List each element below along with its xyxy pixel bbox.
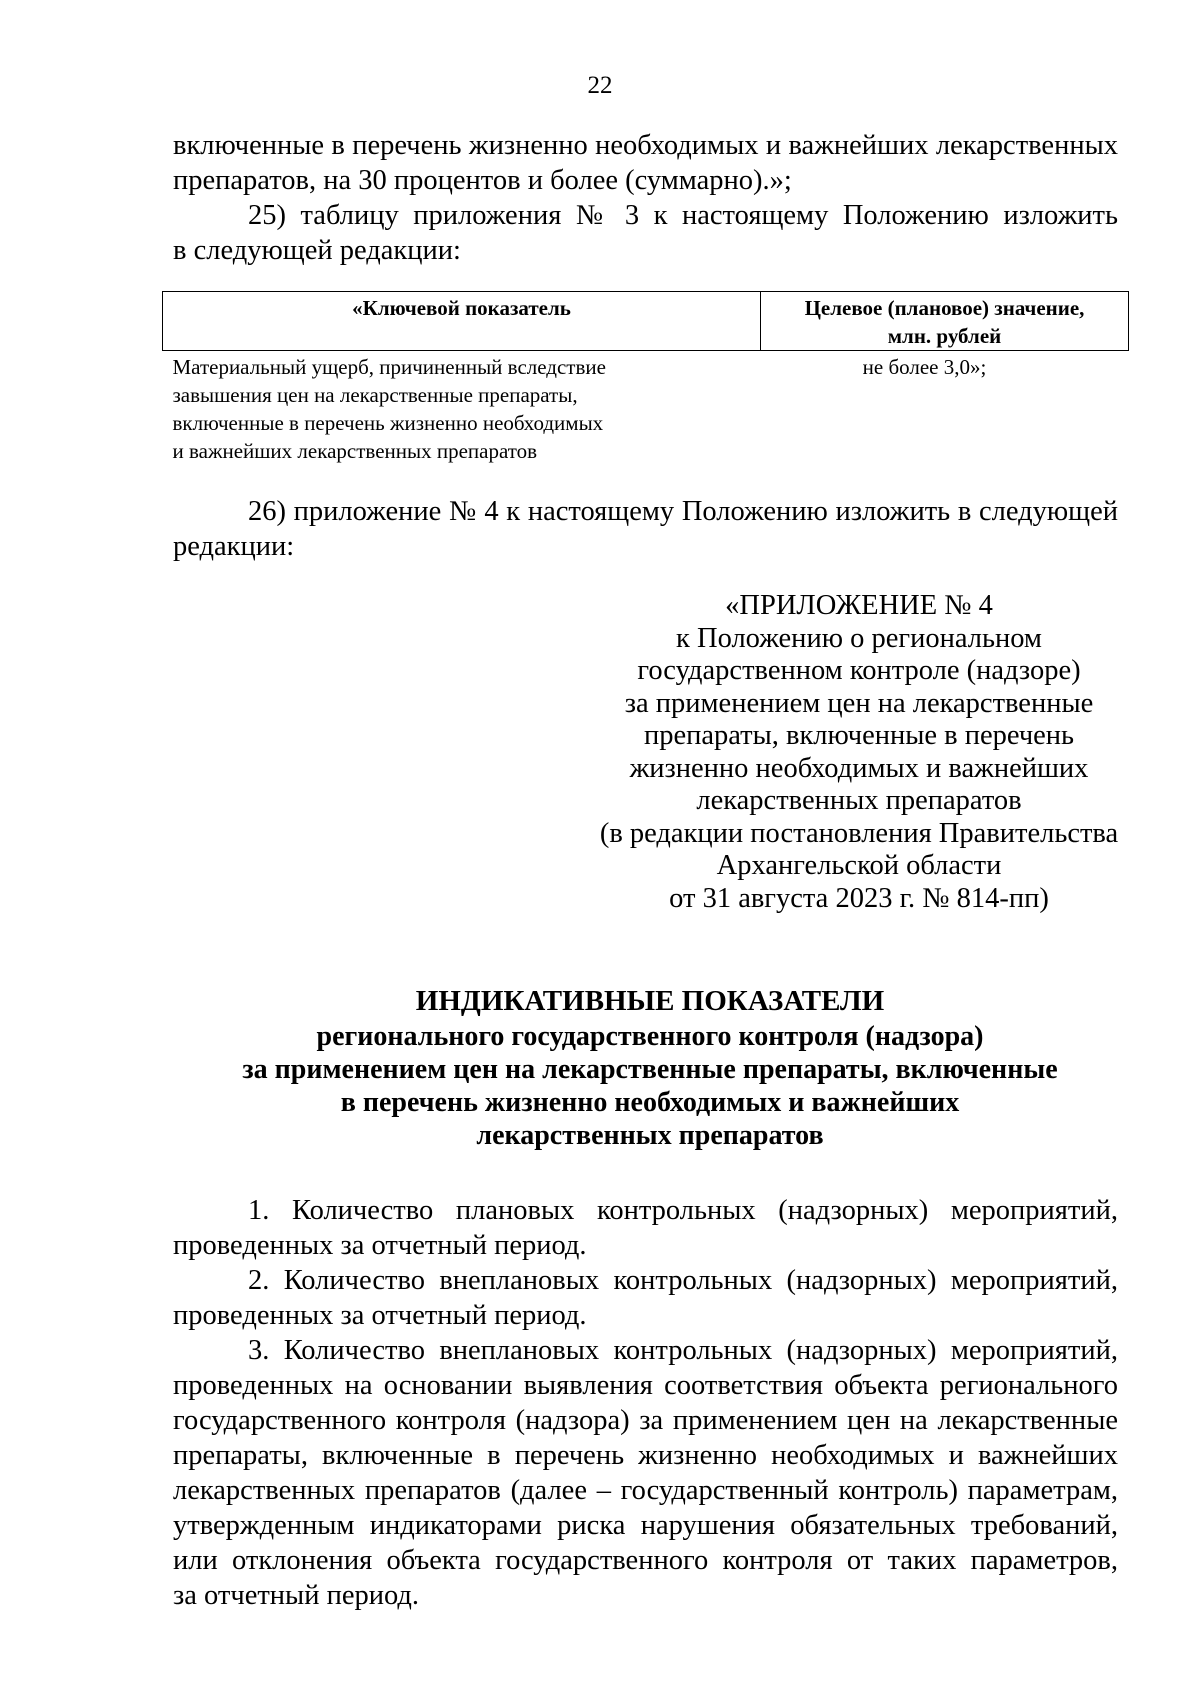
item-26-paragraph [173, 494, 1118, 564]
indicator-2-paragraph [173, 1263, 1118, 1333]
indicator-2-line-2: проведенных за отчетный период. [173, 1300, 587, 1331]
table-header-target-value [761, 292, 1129, 351]
indicator-3-line-4: препараты, включенные в перечень жизненно необходимых и важнейших [173, 1440, 1118, 1471]
table-header-target-line-1: Целевое (плановое) значение, [804, 296, 1085, 320]
indicator-3-line-3: государственного контроля (надзора) за применением цен на лекарственные [173, 1405, 1118, 1436]
intro-paragraph [173, 128, 1118, 198]
appendix-line: к Положению о региональном [676, 622, 1042, 654]
appendix-line: от 31 августа 2023 г. № 814-пп) [669, 882, 1049, 914]
indicator-3-line-8: за отчетный период. [173, 1580, 420, 1611]
table-cell-indicator-line-1: Материальный ущерб, причиненный вследствие [172, 355, 606, 379]
appendix-line: Архангельской области [716, 850, 1002, 881]
appendix-line: государственном контроле (надзоре) [637, 655, 1081, 686]
item-26-line-2: редакции: [173, 531, 295, 562]
appendix-line: препараты, включенные в перечень [643, 720, 1075, 751]
appendix-line: лекарственных препаратов [696, 785, 1022, 816]
table-cell-indicator-line-2: завышения цен на лекарственные препараты, [172, 383, 578, 407]
indicator-3-line-6: утвержденным индикаторами риска нарушения обязательных требований, [173, 1510, 1118, 1541]
heading-title: ИНДИКАТИВНЫЕ ПОКАЗАТЕЛИ [415, 985, 885, 1017]
heading-line: за применением цен на лекарственные препараты, включенные [242, 1054, 1058, 1085]
item-25-paragraph [173, 198, 1118, 268]
indicator-3-line-7: или отклонения объекта государственного контроля от таких параметров, [173, 1545, 1118, 1576]
table-cell-indicator-line-3: включенные в перечень жизненно необходимых [172, 411, 604, 435]
appendix-line: «ПРИЛОЖЕНИЕ № 4 [725, 590, 993, 621]
indicator-2-line-1: 2. Количество внеплановых контрольных (надзорных) мероприятий, [248, 1265, 1118, 1296]
table-cell-target-value: не более 3,0»; [862, 355, 987, 379]
indicator-3-paragraph [173, 1333, 1118, 1613]
indicator-3-line-5: лекарственных препаратов (далее – государственный контроль) параметрам, [173, 1475, 1118, 1506]
table-row [163, 351, 1129, 466]
table-cell-indicator-line-4: и важнейших лекарственных препаратов [172, 439, 538, 463]
appendix-line: (в редакции постановления Правительства [599, 817, 1119, 849]
indicator-1-line-1: 1. Количество плановых контрольных (надзорных) мероприятий, [248, 1195, 1118, 1226]
table-cell-indicator [163, 351, 761, 466]
page-number: 22 [587, 72, 613, 99]
indicator-3-line-1: 3. Количество внеплановых контрольных (надзорных) мероприятий, [248, 1335, 1118, 1366]
item-25-line-2: в следующей редакции: [173, 235, 461, 266]
indicator-1-line-2: проведенных за отчетный период. [173, 1230, 587, 1261]
table-header-target-line-2: млн. рублей [887, 324, 1002, 348]
heading-line: регионального государственного контроля (надзора) [316, 1021, 984, 1052]
indicator-3-line-2: проведенных на основании выявления соответствия объекта регионального [173, 1370, 1118, 1401]
heading-line: лекарственных препаратов [476, 1120, 824, 1151]
appendix-line: за применением цен на лекарственные [624, 687, 1094, 719]
indicator-1-paragraph [173, 1193, 1118, 1263]
intro-line-1: включенные в перечень жизненно необходимых и важнейших лекарственных [173, 130, 1118, 161]
item-25-line-1: 25) таблицу приложения № 3 к настоящему Положению изложить [248, 200, 1118, 231]
heading-line: в перечень жизненно необходимых и важнейших [340, 1087, 960, 1118]
intro-line-2: препаратов, на 30 процентов и более (суммарно).»; [173, 165, 792, 196]
table-header-indicator: «Ключевой показатель [163, 292, 761, 351]
table-header-row [163, 292, 1129, 351]
section-heading [180, 985, 1120, 1152]
key-indicator-table [162, 291, 1129, 465]
appendix-header-block [592, 590, 1126, 915]
appendix-line: жизненно необходимых и важнейших [629, 752, 1089, 784]
item-26-line-1: 26) приложение № 4 к настоящему Положению изложить в следующей [248, 496, 1118, 527]
